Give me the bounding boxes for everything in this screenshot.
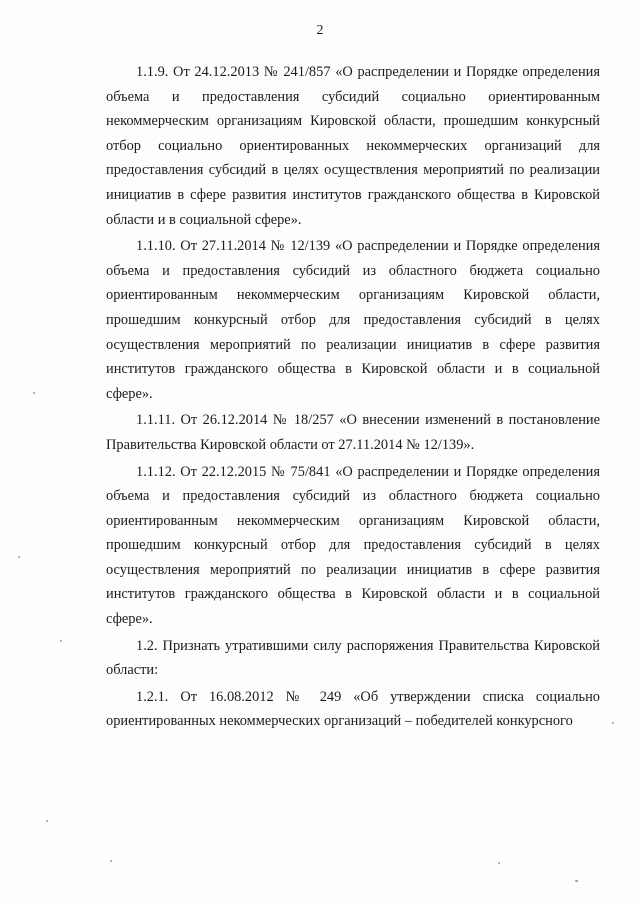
scan-speck	[110, 860, 112, 862]
paragraph-1-1-9: 1.1.9. От 24.12.2013 № 241/857 «О распределении и Порядке определения объема и предоставления субсидий социально ориентированным некоммерческим организациям Кировской области, прошедшим конкурсный отбор социально ориентированных некоммерческих организаций для предоставления субсидий в целях осуществления мероприятий по реализации инициатив в сфере развития институтов гражданского общества в Кировской области и в социальной сфере».	[106, 64, 600, 228]
paragraph-1-1-10: 1.1.10. От 27.11.2014 № 12/139 «О распределении и Порядке определения объема и предоставления субсидий из областного бюджета социально ориентированным некоммерческим организациям Кировской области, прошедшим конкурсный отбор для предоставления субсидий в целях осуществления мероприятий по реализации инициатив в сфере развития институтов гражданского общества в Кировской области и в социальной сфере».	[106, 238, 600, 402]
document-body	[106, 60, 600, 734]
paragraph-1-2: 1.2. Признать утратившими силу распоряжения Правительства Кировской области:	[106, 637, 600, 679]
scan-speck	[46, 820, 48, 822]
scan-speck	[60, 640, 62, 642]
paragraph-1-2-1: 1.2.1. От 16.08.2012 № 249 «Об утверждении списка социально ориентированных некоммерческих организаций – победителей конкурсного	[106, 688, 600, 730]
scan-speck	[612, 722, 614, 724]
paragraph-1-1-12: 1.1.12. От 22.12.2015 № 75/841 «О распределении и Порядке определения объема и предоставления субсидий из областного бюджета социально ориентированным некоммерческим организациям Кировской области, прошедшим конкурсный отбор для предоставления субсидий в целях осуществления мероприятий по реализации инициатив в сфере развития институтов гражданского общества в Кировской области и в социальной сфере».	[106, 463, 600, 628]
paragraph-1-1-11: 1.1.11. От 26.12.2014 № 18/257 «О внесении изменений в постановление Правительства Кировской области от 27.11.2014 № 12/139».	[106, 412, 600, 453]
scan-speck	[575, 880, 578, 882]
scan-speck	[33, 392, 35, 394]
scan-speck	[498, 862, 500, 864]
scan-speck	[18, 556, 20, 558]
page-number: 2	[316, 23, 324, 38]
